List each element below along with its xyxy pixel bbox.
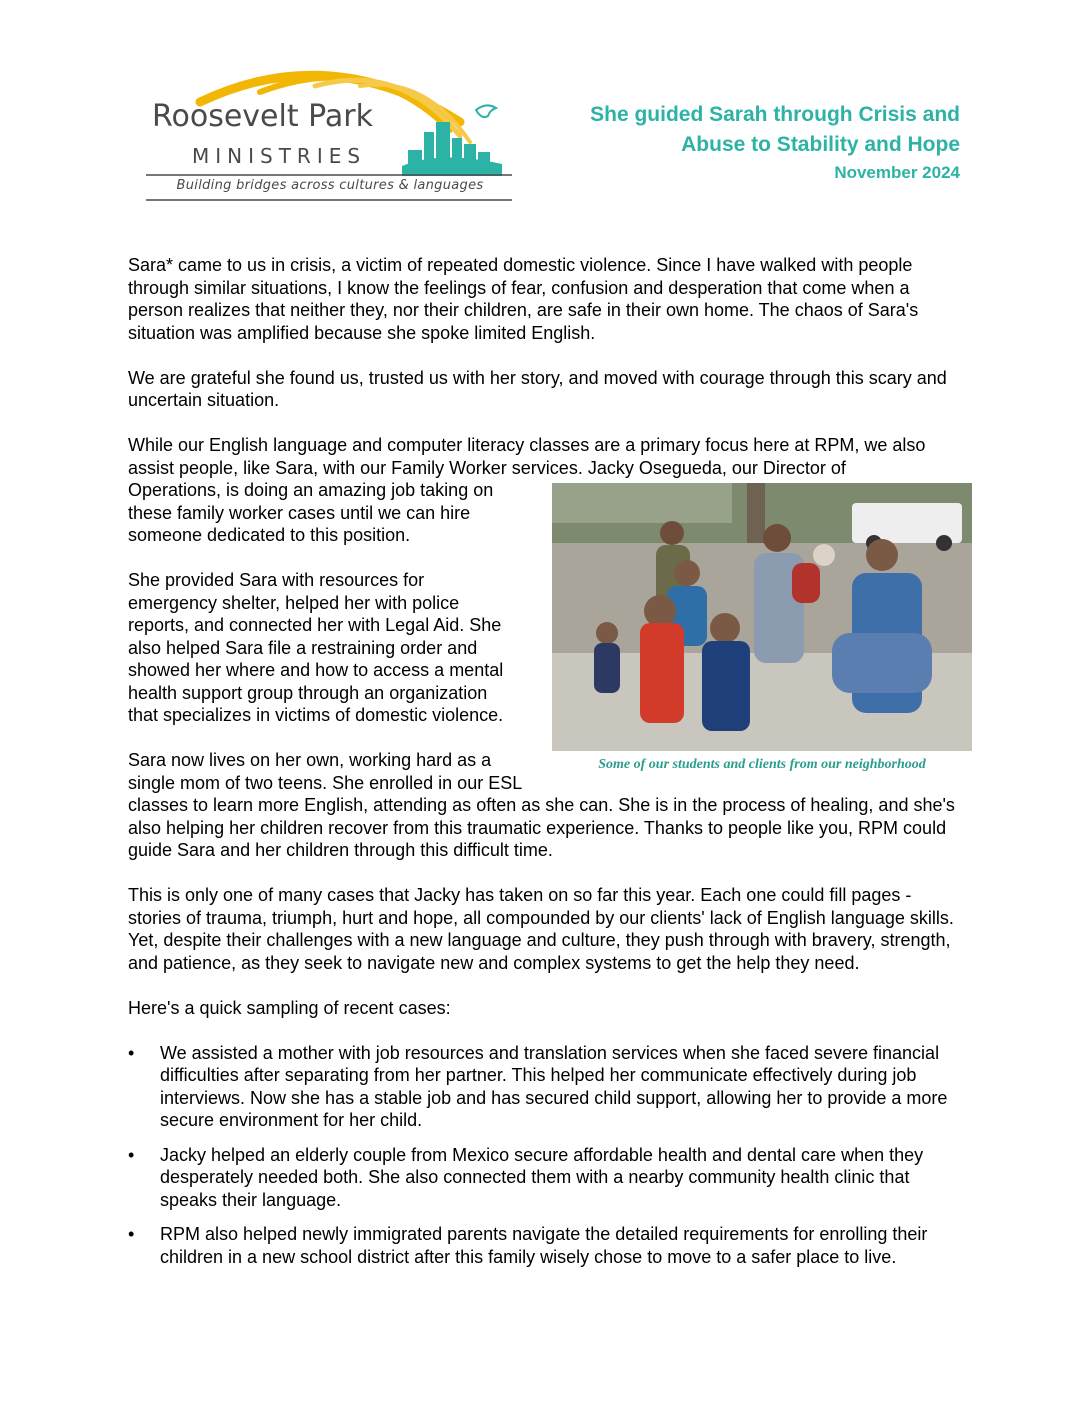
group-photo [552, 483, 972, 751]
bullet-icon: • [128, 1144, 135, 1165]
list-item [128, 1223, 963, 1268]
paragraph-intro: Sara* came to us in crisis, a victim of repeated domestic violence. Since I have walked with people through similar situations, I know the feelings of fear, confusion and desperation that come when a person realizes that neither they, nor their children, are safe in their own home. The chaos of Sara's situation was amplified because she spoke limited English. [128, 255, 919, 343]
issue-date: November 2024 [834, 163, 960, 182]
case-text: Jacky helped an elderly couple from Mexico secure affordable health and dental care when they desperately needed both. She also connected them with a nearby community health clinic that speaks their language. [160, 1144, 924, 1210]
dove-icon [476, 105, 496, 117]
logo-name: Roosevelt Park [152, 99, 373, 134]
case-text: We assisted a mother with job resources and translation services when she faced severe financial difficulties after separating from her partner. This helped her communicate effectively during job interviews. Now she has a stable job and has secured child support, allowing her to provide a more secure environment for her child. [160, 1042, 948, 1130]
paragraph-services: While our English language and computer literacy classes are a primary focus here at RPM, we also assist people, like Sara, with our Family Worker services. Jacky Osegueda, our Director of [128, 435, 926, 478]
bullet-icon: • [128, 1042, 135, 1063]
list-item [128, 1144, 963, 1212]
title-line-2: Abuse to Stability and Hope [681, 133, 960, 156]
list-item [128, 1042, 963, 1132]
logo-tagline: Building bridges across cultures & languages [176, 178, 484, 193]
article-body [128, 254, 963, 1280]
photo-figure [552, 483, 972, 777]
case-text: RPM also helped newly immigrated parents navigate the detailed requirements for enrolling their children in a new school district after this family wisely chose to move to a safer place to live. [160, 1224, 928, 1267]
title-line-1: She guided Sarah through Crisis and [590, 103, 960, 126]
photo-caption: Some of our students and clients from our neighborhood [598, 757, 926, 772]
cases-list [128, 1042, 963, 1269]
logo [140, 52, 520, 208]
paragraph-many-cases: This is only one of many cases that Jacky has taken on so far this year. Each one could fill pages - stories of trauma, triumph, hurt and hope, all compounded by our clients' lack of English language skills. Yet, despite their challenges with a new language and culture, they push through with bravery, strength, and patience, as they seek to navigate new and complex systems to get the help they need. [128, 885, 954, 973]
paragraph-now: Sara now lives on her own, working hard as a single mom of two teens. She enrolled in our ESL classes to learn more English, attending as often as she can. She is in the process of healing, and she's also helping her children recover from this traumatic experience. Thanks to people like you, RPM could guide Sara and her children through this difficult time. [128, 750, 955, 860]
newsletter-header [590, 100, 960, 186]
bullet-icon: • [128, 1224, 135, 1244]
logo-subtitle: MINISTRIES [192, 144, 367, 168]
paragraph-sampling: Here's a quick sampling of recent cases: [128, 997, 451, 1018]
paragraph-gratitude: We are grateful she found us, trusted us with her story, and moved with courage through this scary and uncertain situation. [128, 367, 947, 410]
paragraph-resources: She provided Sara with resources for emergency shelter, helped her with police reports, and connected her with Legal Aid. She also helped Sara file a restraining order and showed her where and how to access a mental health support group through an organization that specializes in victims of domestic violence. [128, 570, 504, 725]
paragraph-operations: Operations, is doing an amazing job taking on these family worker cases until we can hire someone dedicated to this position. [128, 480, 494, 545]
